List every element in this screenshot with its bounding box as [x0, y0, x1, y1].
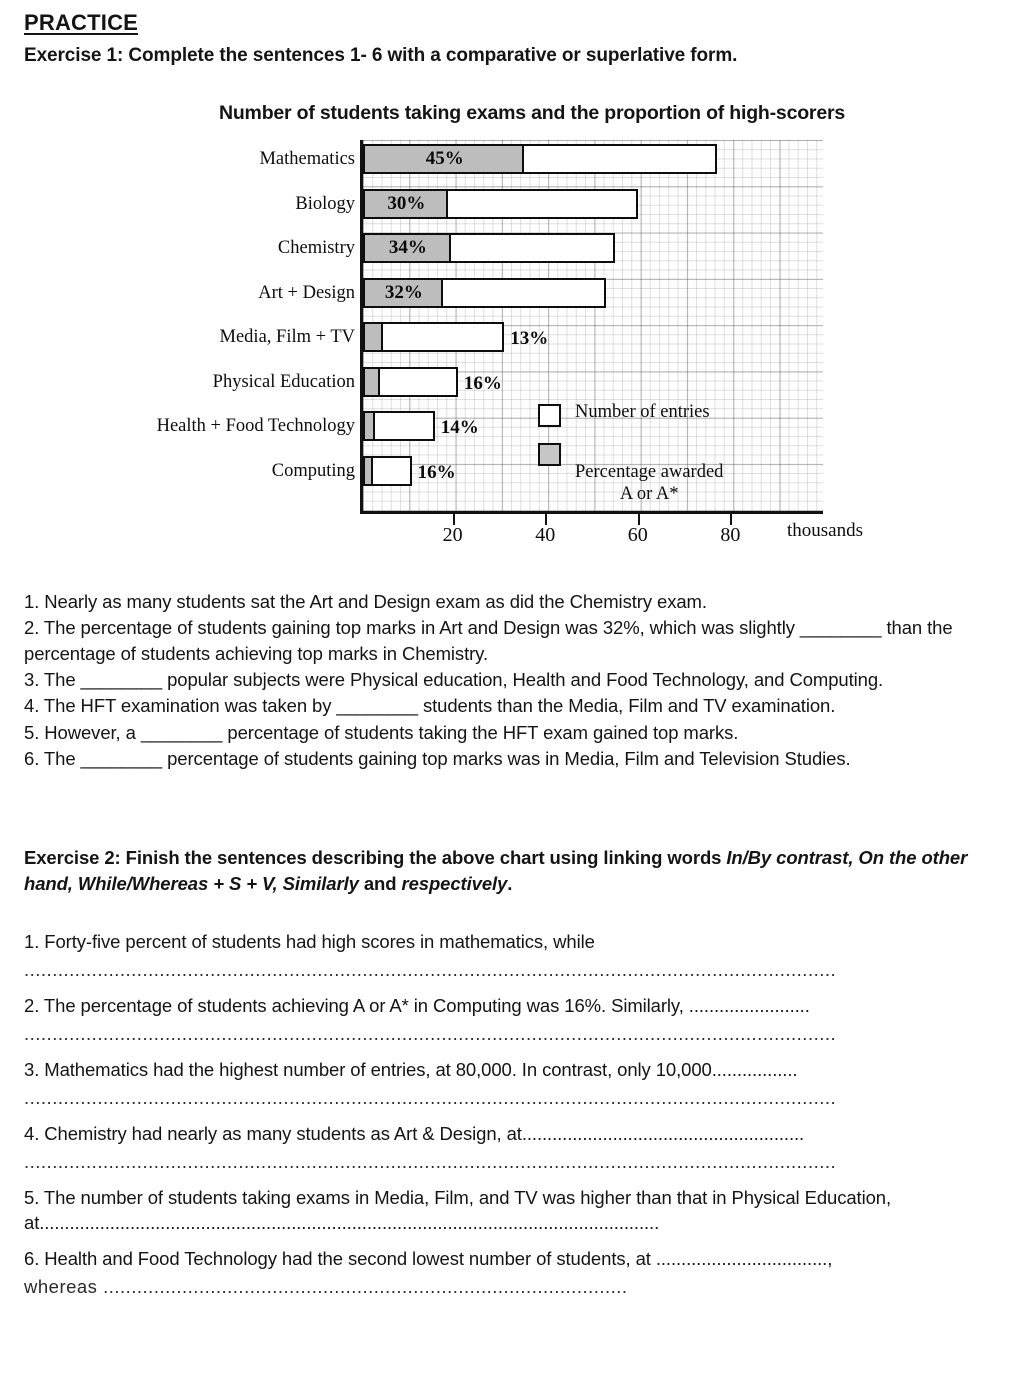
chart-bar-row [295, 189, 638, 219]
exercise-1-sentences [24, 589, 994, 772]
exercise-2-question: 3. Mathematics had the highest number of entries, at 80,000. In contrast, only 10,000................. [24, 1058, 798, 1080]
chart-bar-row [259, 144, 717, 174]
x-axis-tick-label: 60 [627, 524, 648, 546]
exercise-2-heading-italic1: In/By contrast, On the other hand, While/Whereas + S + V, Similarly [24, 847, 968, 895]
chart-bar-row [212, 367, 502, 397]
chart-bar-row [258, 278, 606, 308]
chart-data-label: 32% [384, 281, 423, 303]
x-axis-tick-label: 80 [720, 524, 741, 546]
chart-data-label: 13% [510, 328, 549, 349]
exercise-1-item: 6. The ________ percentage of students gaining top marks was in Media, Film and Television Studies. [24, 748, 851, 770]
chart-category-label: Media, Film + TV [219, 327, 355, 347]
exercise-2-heading-part1: Exercise 2: Finish the sentences describing the above chart using linking words [24, 847, 727, 868]
chart-category-label: Chemistry [277, 238, 355, 258]
exercise-1-item: 4. The HFT examination was taken by ________ students than the Media, Film and TV examination. [24, 695, 836, 717]
chart-bar [363, 189, 638, 219]
exercise-2-question: 2. The percentage of students achieving A or A* in Computing was 16%. Similarly, ........................ [24, 994, 810, 1016]
exercise-1-item: 1. Nearly as many students sat the Art and Design exam as did the Chemistry exam. [24, 591, 707, 612]
legend-label-percentage-line1: Percentage awarded [575, 462, 724, 483]
exercise-2-heading [24, 845, 989, 898]
chart-plot-area [156, 140, 823, 514]
chart-bar [363, 233, 615, 263]
exercise-2-heading-italic2: respectively [401, 873, 508, 895]
legend-label-entries: Number of entries [575, 402, 710, 422]
exercise-1-item: 5. However, a ________ percentage of students taking the HFT exam gained top marks. [24, 721, 739, 743]
chart-bar-percentage-segment [365, 458, 373, 484]
exercise-2-question: 4. Chemistry had nearly as many students as Art & Design, at........................................................ [24, 1122, 805, 1144]
chart-data-label: 14% [440, 417, 479, 438]
chart-category-label: Physical Education [212, 371, 355, 392]
legend-swatch-white [538, 404, 561, 427]
exercise-1-heading: Exercise 1: Complete the sentences 1- 6 with a comparative or superlative form. [24, 45, 738, 66]
exercise-2-spacer [24, 1239, 974, 1247]
exercise-2-question: 5. The number of students taking exams in Media, Film, and TV was higher than that in Physical Education, at........................................................................................................................... [24, 1186, 892, 1233]
chart-bar-percentage-segment [365, 413, 375, 439]
chart-data-label: 30% [387, 192, 426, 214]
exercise-2-answer-line[interactable]: ................................................................................................................................................ [24, 1150, 837, 1172]
chart-bar [363, 456, 456, 486]
chart-bar [363, 322, 549, 352]
exercise-2-question: 1. Forty-five percent of students had high scores in mathematics, while [24, 931, 595, 952]
x-axis-unit-label: thousands [787, 520, 863, 541]
chart-bar [363, 144, 717, 174]
exercise-1-item: 2. The percentage of students gaining top marks in Art and Design was 32%, which was slightly ________ than the percentage of students achieving top marks in Chemistry. [24, 617, 953, 664]
chart-category-label: Health + Food Technology [156, 416, 355, 436]
x-axis-tick-label: 20 [442, 524, 463, 546]
legend-swatch-gray [538, 443, 561, 466]
exercise-2-heading-part2: and [358, 873, 402, 895]
exercise-2-answer-line[interactable]: ................................................................................................................................................ [24, 958, 837, 980]
chart-category-label: Mathematics [259, 149, 355, 169]
chart-bar-percentage-segment [365, 324, 383, 350]
exercise-2-heading-part3: . [507, 873, 513, 895]
chart-bar-row [156, 411, 479, 441]
chart-data-label: 45% [425, 148, 464, 169]
chart-bar [363, 411, 479, 441]
chart-category-label: Computing [271, 460, 355, 481]
exercise-2-item [24, 930, 974, 983]
chart-bar-row [277, 233, 615, 263]
legend-item-entries [538, 402, 808, 427]
chart-category-label: Art + Design [258, 282, 355, 303]
x-axis-tick-labels [360, 524, 823, 552]
exercise-2-item [24, 1122, 974, 1175]
x-axis-tick-label: 40 [535, 524, 556, 546]
exercise-2-item [24, 1186, 974, 1247]
chart-bar [363, 367, 502, 397]
exercise-2-answer-line[interactable]: ................................................................................................................................................ [24, 1022, 837, 1044]
exercise-2-question: 6. Health and Food Technology had the second lowest number of students, at .................................., [24, 1247, 833, 1269]
chart-bar-percentage-segment [365, 369, 380, 395]
chart-data-label: 34% [388, 237, 427, 258]
exercise-2-item [24, 1058, 974, 1111]
chart-bar-row [271, 456, 456, 486]
exercise-2-item [24, 1247, 974, 1300]
chart-data-label: 16% [417, 461, 456, 483]
chart-bar [363, 278, 606, 308]
chart-title: Number of students taking exams and the proportion of high-scorers [218, 102, 846, 124]
chart-bar-row [219, 322, 549, 352]
chart-category-label: Biology [295, 193, 355, 214]
exercise-2-answer-line[interactable]: ................................................................................................................................................ [24, 1086, 837, 1108]
exercise-2-answer-line[interactable]: whereas ............................................................................................. [24, 1275, 628, 1297]
chart-data-label: 16% [463, 372, 502, 394]
exercise-2-sentences [24, 930, 974, 1311]
exercise-1-item: 3. The ________ popular subjects were Physical education, Health and Food Technology, and Computing. [24, 669, 884, 691]
page-title: PRACTICE [24, 10, 139, 35]
legend-label-percentage-line2: A or A* [619, 483, 679, 504]
bar-chart [130, 100, 920, 570]
exercise-2-item [24, 994, 974, 1047]
